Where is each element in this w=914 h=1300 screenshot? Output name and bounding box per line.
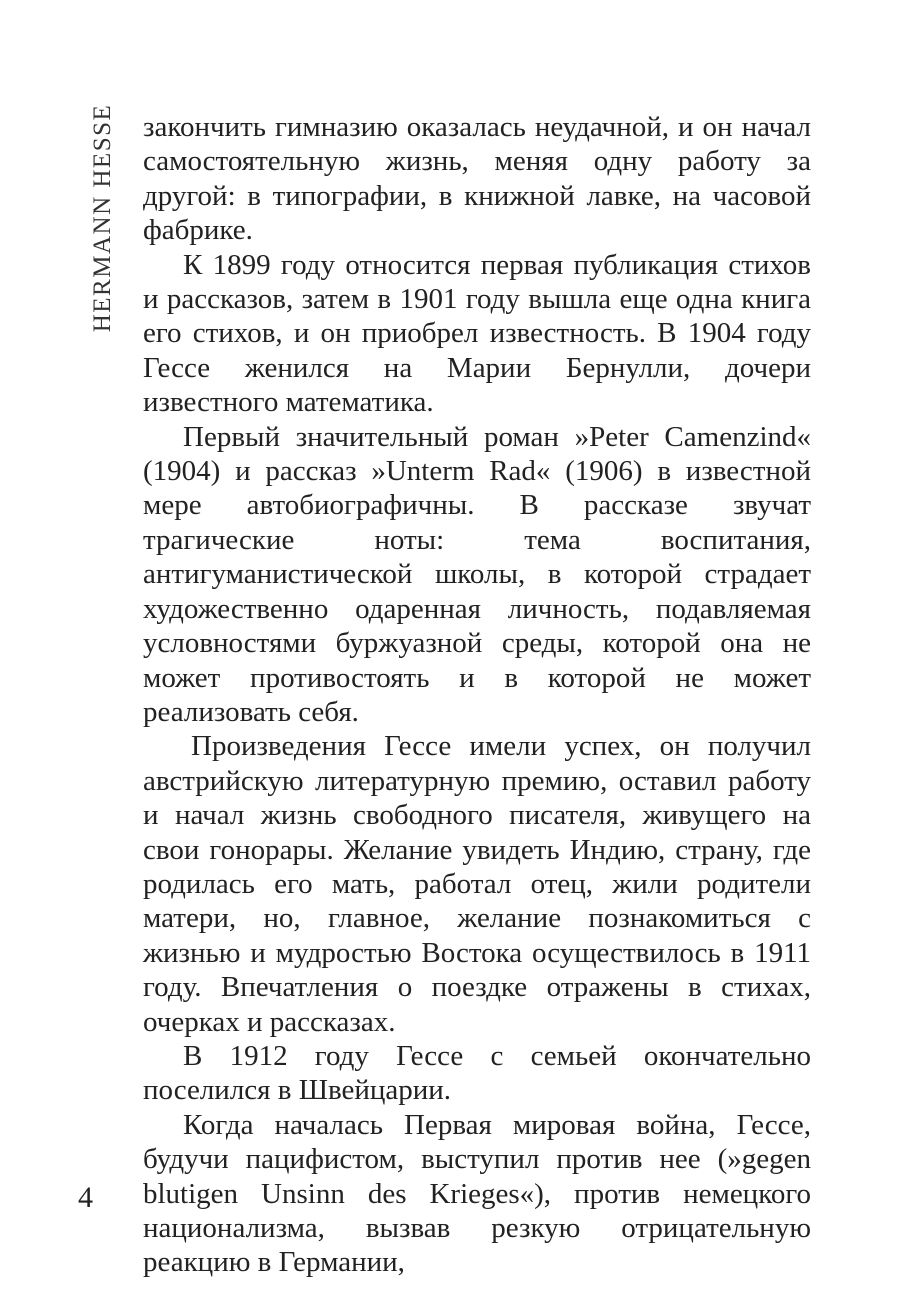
paragraph-6: Когда началась Первая мировая война, Гессе, будучи пацифистом, выступил против нее (»gegen blutigen Unsinn des Krieges«), против немецкого национализма, вызвав резкую отрицательную реакцию в Германии, (143, 1108, 811, 1279)
paragraph-2: К 1899 году относится первая публикация стихов и рассказов, затем в 1901 году вышла еще одна книга его стихов, и он приобрел известность. В 1904 году Гессе женился на Марии Бернулли, дочери известного математика. (143, 248, 811, 419)
paragraph-1: закончить гимназию оказалась неудачной, и он начал самостоятельную жизнь, меняя одну работу за другой: в типографии, в книжной лавке, на часовой фабрике. (143, 111, 811, 247)
running-head: HERMANN HESSE (89, 103, 116, 333)
body-text (143, 110, 811, 1280)
paragraph-5: В 1912 году Гессе с семьей окончательно поселился в Швейцарии. (143, 1039, 811, 1107)
paragraph-3: Первый значительный роман »Peter Camenzind« (1904) и рассказ »Unterm Rad« (1906) в известной мере автобиографичны. В рассказе звучат трагические ноты: тема воспитания, антигуманистической школы, в которой страдает художественно одаренная личность, подавляемая условностями буржуазной среды, которой она не может противостоять и в которой не может реализовать себя. (143, 420, 811, 728)
paragraph-4: Произведения Гессе имели успех, он получил австрийскую литературную премию, оставил работу и начал жизнь свободного писателя, живущего на свои гонорары. Желание увидеть Индию, страну, где родилась его мать, работал отец, жили родители матери, но, главное, желание познакомиться с жизнью и мудростью Востока осуществилось в 1911 году. Впечатления о поездке отражены в стихах, очерках и рассказах. (143, 730, 811, 1038)
page-number: 4 (78, 1181, 93, 1214)
